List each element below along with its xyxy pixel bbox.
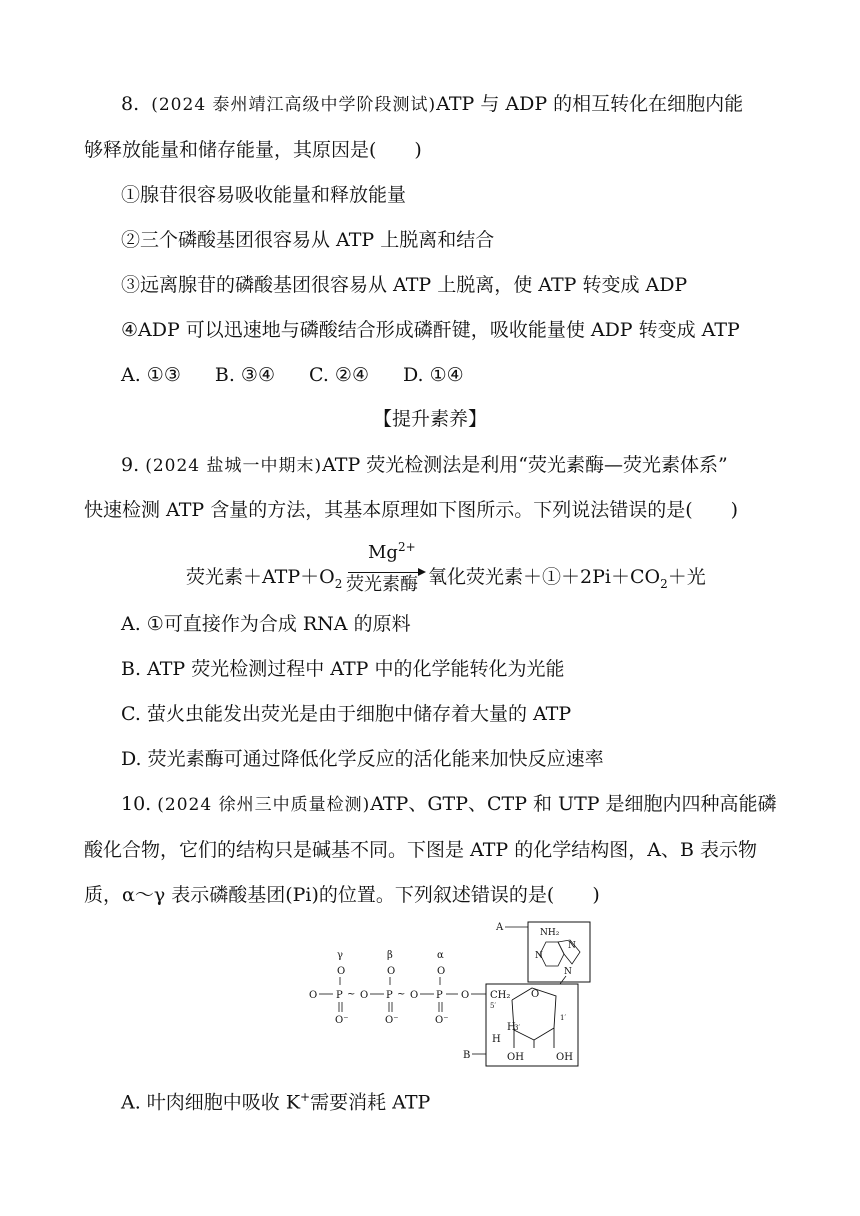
equation-mg: Mg [368, 542, 398, 563]
h-label-1: H [507, 1022, 516, 1033]
gamma-label: γ [337, 950, 343, 961]
equation-mg-charge: 2+ [397, 540, 416, 554]
label-a: A [496, 922, 504, 933]
gamma-p: P [336, 990, 343, 1001]
terminal-o: O [309, 990, 318, 1001]
q8-option-d[interactable]: D. ①④ [403, 364, 464, 386]
equation-products: 氧化荧光素＋①＋2Pi＋CO [428, 566, 661, 588]
q9-stem-line1 [121, 453, 728, 478]
q9-option-c[interactable]: C. 萤火虫能发出荧光是由于细胞中储存着大量的 ATP [121, 703, 572, 725]
c3-label: 3′ [514, 1024, 521, 1032]
alpha-label: α [437, 950, 444, 961]
q8-stem-line2: 够释放能量和储存能量，其原因是( ) [84, 139, 422, 161]
beta-high-energy-bond: ~ [397, 989, 406, 1000]
alpha-top-o: O [437, 966, 446, 977]
ring-o: O [531, 989, 540, 1000]
q10-option-a[interactable] [121, 1085, 430, 1114]
beta-top-o: O [387, 966, 396, 977]
bridge-o-1: O [360, 990, 369, 1001]
potassium-charge: + [300, 1090, 311, 1104]
q10-option-a-text: A. 叶肉细胞中吸收 K [121, 1091, 301, 1114]
n9-label: N [564, 967, 572, 977]
q8-options [121, 363, 464, 387]
equation-light: ＋光 [667, 566, 706, 588]
equation-left [186, 562, 342, 591]
q8-statement-3: ③远离腺苷的磷酸基团很容易从 ATP 上脱离，使 ATP 转变成 ADP [121, 274, 688, 296]
oh-2: OH [556, 1052, 573, 1063]
section-title: 【提升素养】 [372, 408, 487, 430]
bridge-o-2: O [410, 990, 419, 1001]
q8-option-a[interactable]: A. ①③ [121, 364, 181, 386]
ch2-label: CH₂ [490, 990, 511, 1001]
label-b: B [463, 1050, 471, 1061]
q10-stem-line1 [121, 792, 777, 817]
q10-stem-text1: ATP、GTP、CTP 和 UTP 是细胞内四种高能磷 [370, 793, 777, 815]
luciferase-reaction-equation [186, 540, 746, 596]
h-label-2: H [492, 1034, 501, 1045]
gamma-top-o: O [337, 966, 346, 977]
c5-label: 5′ [490, 1002, 497, 1010]
q8-statement-2: ②三个磷酸基团很容易从 ATP 上脱离和结合 [121, 229, 495, 251]
q8-number: 8. [121, 93, 140, 115]
beta-label: β [387, 950, 393, 961]
beta-p: P [386, 990, 393, 1001]
q9-option-d[interactable]: D. 荧光素酶可通过降低化学反应的活化能来加快反应速率 [121, 748, 604, 770]
q8-stem-line1 [121, 92, 743, 117]
q10-number: 10. [121, 793, 152, 815]
n7-label: N [568, 941, 576, 951]
atp-structure-diagram [300, 918, 600, 1068]
q9-number: 9. [121, 454, 140, 476]
c1-label: 1′ [560, 1014, 567, 1022]
q9-option-a[interactable]: A. ①可直接作为合成 RNA 的原料 [121, 613, 411, 635]
q8-option-b[interactable]: B. ③④ [214, 364, 275, 386]
n1-label: N [535, 951, 543, 961]
equation-o2-sub: 2 [334, 576, 343, 591]
q10-stem-line3: 质，α～γ 表示磷酸基团(Pi)的位置。下列叙述错误的是( ) [84, 884, 600, 906]
beta-o-minus: O⁻ [385, 1015, 399, 1026]
gamma-high-energy-bond: ~ [347, 989, 356, 1000]
alpha-p: P [436, 990, 443, 1001]
q8-source: (2024 泰州靖江高级中学阶段测试) [151, 95, 437, 115]
alpha-o-minus: O⁻ [435, 1015, 449, 1026]
equation-reactants: 荧光素＋ATP＋O [186, 566, 335, 588]
oh-3: OH [507, 1052, 524, 1063]
q9-source: (2024 盐城一中期末) [145, 456, 323, 476]
q8-statement-4: ④ADP 可以迅速地与磷酸结合形成磷酐键，吸收能量使 ADP 转变成 ATP [121, 319, 740, 341]
equation-enzyme: 荧光素酶 [346, 574, 418, 595]
equation-right [428, 562, 706, 591]
q9-stem-text1: ATP 荧光检测法是利用“荧光素酶—荧光素体系” [322, 454, 728, 476]
q9-stem-line2: 快速检测 ATP 含量的方法，其基本原理如下图所示。下列说法错误的是( ) [84, 499, 739, 521]
gamma-o-minus: O⁻ [335, 1015, 349, 1026]
q8-stem-text1: ATP 与 ADP 的相互转化在细胞内能 [436, 93, 744, 115]
q10-source: (2024 徐州三中质量检测) [157, 795, 371, 815]
nh2-label: NH₂ [540, 928, 560, 938]
bridge-o-3: O [461, 990, 470, 1001]
equation-co2-sub: 2 [660, 576, 668, 591]
q10-stem-line2: 酸化合物，它们的结构只是碱基不同。下图是 ATP 的化学结构图，A、B 表示物 [84, 839, 757, 861]
q9-option-b[interactable]: B. ATP 荧光检测过程中 ATP 中的化学能转化为光能 [121, 658, 565, 680]
q8-option-c[interactable]: C. ②④ [308, 364, 369, 386]
q10-option-a-suffix: 需要消耗 ATP [310, 1091, 431, 1114]
q8-statement-1: ①腺苷很容易吸收能量和释放能量 [121, 184, 407, 206]
equation-catalyst-ion [368, 540, 416, 563]
